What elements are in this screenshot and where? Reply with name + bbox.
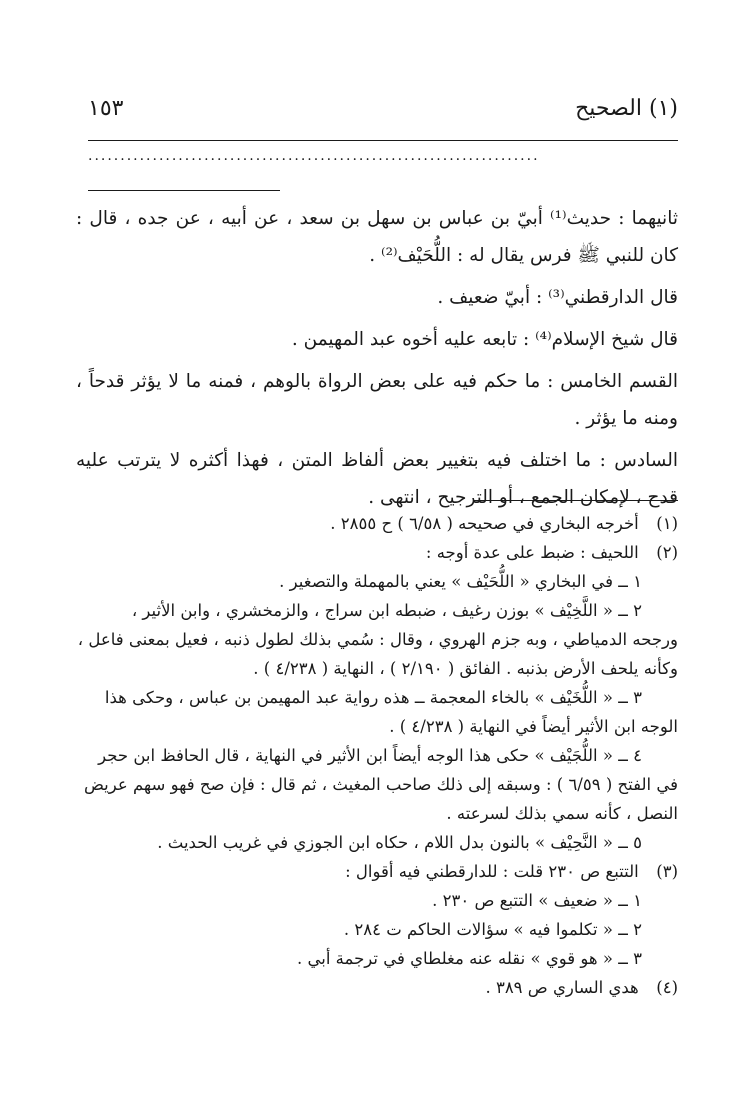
main-text [76,200,678,521]
footnote-line: ١ ــ « ضعيف » التتبع ص ٢٣٠ . [432,891,642,910]
footnote-line: ٥ ــ « النَّحِيْف » بالنون بدل اللام ، حكاه ابن الجوزي في غريب الحديث . [157,833,642,852]
footnote-line: ورجحه الدمياطي ، وبه جزم الهروي ، وقال : سُمي بذلك لطول ذنبه ، فعيل بمعنى فاعل ، [77,630,678,649]
footnote-marker: (٢) [656,543,678,562]
footnote-line: ٤ ــ « اللُّجَيْف » حكى هذا الوجه أيضاً ابن الأثير في النهاية ، قال الحافظ ابن حجر [98,746,642,765]
footnote-marker: (٤) [656,978,678,997]
header-rule [88,140,678,141]
footnote-line: ٢ ــ « اللَّخِيْف » بوزن رغيف ، ضبطه ابن سراج ، والزمخشري ، وابن الأثير ، [131,601,642,620]
footnote-line: في الفتح ( ٦/٥٩ ) : وسبقه إلى ذلك صاحب المغيث ، ثم قال : فإن صح فهو سهم عريض [83,775,678,794]
footnotes [76,510,678,1003]
section-rule [88,190,280,191]
page-header [88,92,678,132]
footnote-marker: (٣) [656,862,678,881]
footnote-marker: (١) [656,514,678,533]
footnote-2: (٢) اللحيف : ضبط على عدة أوجه : [76,539,678,567]
page-number: ١٥٣ [88,96,124,121]
footnote-line: وكأنه يلحف الأرض بذنبه . الفائق ( ٢/١٩٠ ) ، النهاية ( ٤/٢٣٨ ) . [253,659,678,678]
paragraph-sixth: السادس : ما اختلف فيه بتغيير بعض ألفاظ المتن ، فهذا أكثره لا يترتب عليه قدح ، لإمكان الجمع ، أو الترجيح ، انتهى . [76,450,678,508]
footnote-line: ٣ ــ « اللُّخَيْف » بالخاء المعجمة ــ هذه رواية عبد المهيمن بن عباس ، وحكى هذا [104,688,642,707]
omission-dots: ...................................................................... [88,148,540,164]
footnote-3: (٣) التتبع ص ٢٣٠ قلت : للدارقطني فيه أقوال : [76,858,678,886]
paragraph-shaykh: قال شيخ الإسلام⁽⁴⁾ : تابعه عليه أخوه عبد المهيمن . [291,329,678,350]
paragraph-daraqutni: قال الدارقطني⁽³⁾ : أبيّ ضعيف . [437,287,678,308]
footnote-line: ١ ــ في البخاري « اللُّحَيْف » يعني بالمهملة والتصغير . [279,572,642,591]
footnote-line: النصل ، كأنه سمي بذلك لسرعته . [446,804,678,823]
paragraph-hadith: ثانيهما : حديث⁽¹⁾ أبيّ بن عباس بن سهل بن سعد ، عن أبيه ، عن جده ، قال : كان للنبي ﷺ فرس يقال له : اللُّحَيْف⁽²⁾ . [76,208,678,266]
footnote-line: الوجه ابن الأثير أيضاً في النهاية ( ٤/٢٣٨ ) . [389,717,678,736]
chapter-title: (١) الصحيح [575,96,678,121]
footnote-rule [473,500,678,501]
paragraph-fifth-section: القسم الخامس : ما حكم فيه على بعض الرواة بالوهم ، فمنه ما لا يؤثر قدحاً ، ومنه ما يؤثر . [76,371,678,429]
footnote-line: ٣ ــ « هو قوي » نقله عنه مغلطاي في ترجمة أبي . [297,949,642,968]
footnote-line: ٢ ــ « تكلموا فيه » سؤالات الحاكم ت ٢٨٤ . [343,920,642,939]
footnote-4: (٤) هدي الساري ص ٣٨٩ . [76,974,678,1002]
footnote-1: (١) أخرجه البخاري في صحيحه ( ٦/٥٨ ) ح ٢٨٥٥ . [76,510,678,538]
